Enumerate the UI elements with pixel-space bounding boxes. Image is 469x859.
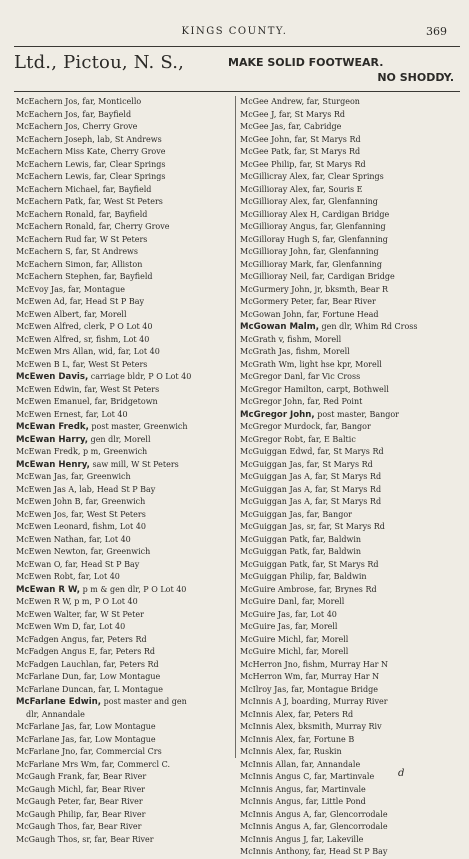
- directory-entry: McGillioray John, far, Glenfanning: [240, 247, 379, 256]
- directory-entry: McEachern Ronald, far, Cherry Grove: [16, 222, 170, 231]
- directory-entry: McEwen Alfred, sr, fishm, Lot 40: [16, 334, 150, 344]
- directory-entry: McGaugh Michl, far, Bear River: [16, 784, 145, 794]
- directory-entry: McGaugh Frank, far, Bear River: [16, 772, 147, 781]
- directory-entry: McEachern Lewis, far, Clear Springs: [16, 172, 166, 181]
- directory-entry: McEwen B L, far, West St Peters: [16, 359, 148, 369]
- directory-entry: McGrath Jas, fishm, Morell: [240, 347, 350, 356]
- entry-detail: p m & gen dlr, P O Lot 40: [80, 584, 187, 594]
- directory-entry: McGaugh Thos, far, Bear River: [16, 822, 142, 831]
- directory-entry: McEachern Michael, far, Bayfield: [16, 184, 152, 194]
- directory-entry: McEwen Wm D, far, Lot 40: [16, 622, 126, 631]
- entry-name: McEwan R W,: [16, 584, 81, 595]
- directory-entry: McGuire Michl, far, Morell: [240, 647, 349, 656]
- directory-entry: McEwen John B, far, Greenwich: [16, 497, 146, 506]
- directory-entry: McGaugh Peter, far, Bear River: [16, 797, 143, 806]
- directory-entry: McGee Jas, far, Cabridge: [240, 122, 342, 131]
- directory-entry: McEachern Ronald, far, Bayfield: [16, 209, 148, 219]
- directory-entry: McGillioray Mark, far, Glenfanning: [240, 259, 382, 269]
- directory-entry: [16, 459, 232, 472]
- directory-entry: McEwen Nathan, far, Lot 40: [16, 534, 131, 544]
- directory-entry: McGuire Jas, far, Lot 40: [240, 609, 337, 619]
- directory-entry: McEwen Albert, far, Morell: [16, 309, 127, 319]
- entry-name: McEwan Fredk,: [16, 422, 89, 432]
- directory-entry: McInnis Alex, far, Peters Rd: [240, 709, 354, 719]
- directory-entry: McInnis Alex, far, Fortune B: [240, 734, 355, 744]
- directory-entry: McGuiggan Jas, far, St Marys Rd: [240, 459, 373, 469]
- directory-entry: McEachern Joseph, lab, St Andrews: [16, 134, 162, 144]
- directory-entry: McEwen Mrs Allan, wid, far, Lot 40: [16, 347, 160, 356]
- entry-name: McFarlane Edwin,: [16, 697, 102, 707]
- directory-entry: [16, 696, 232, 709]
- right-column: [240, 96, 460, 859]
- entry-name: McGowan Malm,: [240, 322, 319, 332]
- directory-entry: McFarlane Jas, far, Low Montague: [16, 722, 156, 731]
- directory-entry: McGaugh Thos, sr, far, Bear River: [16, 834, 154, 844]
- directory-entry: McHerron Wm, far, Murray Har N: [240, 672, 380, 681]
- directory-entry: [16, 421, 232, 434]
- directory-entry: McGuiggan Jas, sr, far, St Marys Rd: [240, 522, 385, 531]
- directory-entry: McGuire Danl, far, Morell: [240, 597, 345, 606]
- entry-detail: saw mill, W St Peters: [89, 459, 179, 469]
- directory-entry: McGuire Ambrose, far, Brynes Rd: [240, 584, 377, 594]
- directory-entry: McEwen Jas A, lab, Head St P Bay: [16, 484, 156, 494]
- directory-entry: McEwen Ad, far, Head St P Bay: [16, 297, 145, 306]
- directory-entry: [16, 434, 232, 447]
- directory-entry: McEvoy Jas, far, Montague: [16, 284, 125, 294]
- directory-entry: McGee J, far, St Marys Rd: [240, 109, 345, 119]
- directory-entry: McEachern Rud far, W St Peters: [16, 234, 148, 244]
- directory-entry: McEachern Stephen, far, Bayfield: [16, 272, 153, 281]
- directory-entry: McEachern Jos, far, Monticello: [16, 97, 142, 106]
- directory-entry: McGregor Murdock, far, Bangor: [240, 422, 371, 431]
- entry-detail: gen dlr, Whim Rd Cross: [318, 322, 418, 331]
- directory-entry: McGowan John, far, Fortune Head: [240, 309, 379, 319]
- left-column: [16, 96, 232, 846]
- directory-entry: McGuiggan Edwd, far, St Marys Rd: [240, 447, 384, 456]
- entry-name: McEwan Harry,: [16, 434, 89, 445]
- directory-entry: McEwen Jos, far, West St Peters: [16, 509, 146, 519]
- directory-entry: McGee John, far, St Marys Rd: [240, 134, 361, 144]
- directory-entry: McEwen Leonard, fishm, Lot 40: [16, 522, 146, 531]
- directory-entry: McGuire Jas, far, Morell: [240, 622, 338, 631]
- directory-entry: McInnis Alex, far, Ruskin: [240, 747, 342, 756]
- directory-entry: McGuiggan Jas, far, Bangor: [240, 509, 352, 519]
- directory-entry: McEachern Patk, far, West St Peters: [16, 197, 163, 206]
- advert-rule: [14, 91, 460, 92]
- directory-entry: McInnis Angus A, far, Glencorrodale: [240, 809, 388, 819]
- directory-entry: McGregor Danl, far Vic Cross: [240, 372, 361, 381]
- entry-name: McEwen Davis,: [16, 372, 89, 382]
- directory-entry: McEachern Jos, far, Bayfield: [16, 109, 132, 119]
- directory-entry: McGuiggan Jas A, far, St Marys Rd: [240, 484, 382, 494]
- directory-entry: McGuiggan Patk, far, St Marys Rd: [240, 559, 379, 569]
- directory-entry: McEwan Jas, far, Greenwich: [16, 472, 131, 481]
- directory-entry: McEachern S, far, St Andrews: [16, 247, 139, 256]
- entry-detail: post master, Bangor: [314, 409, 400, 419]
- directory-entry: McEachern Lewis, far, Clear Springs: [16, 159, 166, 169]
- directory-entry: McFarlane Dun, far, Low Montague: [16, 672, 161, 681]
- directory-entry: McGillioray Neil, far, Cardigan Bridge: [240, 272, 395, 281]
- entry-detail: gen dlr, Morell: [88, 434, 151, 444]
- entry-name: McGregor John,: [240, 409, 315, 420]
- directory-entry: McInnis Alex, bksmith, Murray Riv: [240, 722, 382, 731]
- directory-entry: McEwen Robt, far, Lot 40: [16, 572, 120, 581]
- directory-entry: McGurmery John, jr, bksmth, Bear R: [240, 284, 389, 294]
- directory-entry: McEwan O, far, Head St P Bay: [16, 559, 140, 569]
- directory-entry: McGillicray Alex, far, Clear Springs: [240, 172, 384, 181]
- directory-entry: McInnis A J, boarding, Murray River: [240, 697, 388, 706]
- directory-entry: McFadgen Angus, far, Peters Rd: [16, 634, 147, 644]
- directory-entry: McFadgen Lauchlan, far, Peters Rd: [16, 659, 159, 669]
- directory-entry: McGormery Peter, far, Bear River: [240, 297, 376, 306]
- directory-entry: McGuiggan Philip, far, Baldwin: [240, 572, 367, 581]
- advert-line-2: NO SHODDY.: [377, 71, 454, 84]
- directory-entry: McInnis Angus, far, Martinvale: [240, 784, 366, 794]
- directory-entry: McGillioray Alex, far, Souris E: [240, 184, 363, 194]
- page-number: 369: [426, 25, 447, 38]
- directory-entry: McEwen R W, p m, P O Lot 40: [16, 597, 138, 606]
- directory-entry: McGaugh Philip, far, Bear River: [16, 809, 146, 819]
- directory-entry: dlr, Annandale: [26, 709, 85, 719]
- directory-entry: McEwan Fredk, p m, Greenwich: [16, 447, 148, 456]
- directory-entry: McEwen Newton, far, Greenwich: [16, 547, 151, 556]
- directory-entry: [240, 409, 460, 422]
- advert-right: [228, 55, 454, 85]
- advert-left: Ltd., Pictou, N. S.,: [14, 52, 185, 73]
- directory-entry: McGilloray Hugh S, far, Glenfanning: [240, 234, 388, 244]
- directory-entry: McIlroy Jas, far, Montague Bridge: [240, 684, 378, 694]
- entry-detail: carriage bldr, P O Lot 40: [88, 372, 192, 381]
- advert-line-1: MAKE SOLID FOOTWEAR.: [228, 56, 384, 69]
- top-rule: [14, 46, 460, 47]
- column-divider: [235, 96, 236, 758]
- directory-entry: McGillioray Alex H, Cardigan Bridge: [240, 209, 390, 219]
- directory-entry: McGrath Wm, light hse kpr, Morell: [240, 359, 382, 369]
- directory-entry: McGuiggan Patk, far, Baldwin: [240, 547, 362, 556]
- directory-entry: McEachern Simon, far, Alliston: [16, 259, 143, 269]
- directory-entry: McFarlane Jas, far, Low Montague: [16, 734, 156, 744]
- directory-entry: McGillioray Alex, far, Glenfanning: [240, 197, 378, 206]
- directory-entry: McFadgen Angus E, far, Peters Rd: [16, 647, 155, 656]
- directory-entry: McInnis Allan, far, Annandale: [240, 759, 361, 769]
- directory-entry: McEachern Miss Kate, Cherry Grove: [16, 147, 166, 156]
- directory-entry: McFarlane Duncan, far, L Montague: [16, 684, 164, 694]
- directory-entry: McFarlane Mrs Wm, far, Commercl C.: [16, 759, 170, 769]
- directory-entry: McInnis Angus C, far, Martinvale: [240, 772, 375, 781]
- directory-entry: [16, 584, 232, 597]
- directory-entry: McEwen Emanuel, far, Bridgetown: [16, 397, 158, 406]
- directory-entry: McGuiggan Jas A, far, St Marys Rd: [240, 472, 382, 481]
- directory-entry: McEwen Walter, far, W St Peter: [16, 609, 144, 619]
- entry-name: McEwan Henry,: [16, 459, 90, 470]
- directory-entry: [240, 321, 460, 334]
- directory-entry: McEwen Alfred, clerk, P O Lot 40: [16, 322, 153, 331]
- footer-mark: d: [398, 768, 405, 779]
- directory-entry: McInnis Angus, far, Little Pond: [240, 797, 366, 806]
- directory-entry: McGee Andrew, far, Sturgeon: [240, 97, 360, 106]
- running-head: KINGS COUNTY.: [181, 26, 288, 37]
- directory-entry: McGregor John, far, Red Point: [240, 397, 363, 406]
- directory-entry: McGrath v, fishm, Morell: [240, 334, 342, 344]
- directory-entry: McInnis Angus J, far, Lakeville: [240, 834, 364, 844]
- directory-entry: McGuiggan Jas A, far, St Marys Rd: [240, 497, 382, 506]
- directory-entry: McGuire Michl, far, Morell: [240, 634, 349, 644]
- directory-entry: McFarlane Jno, far, Commercial Crs: [16, 747, 162, 756]
- entry-detail: post master and gen: [101, 697, 187, 706]
- directory-entry: McEwen Ernest, far, Lot 40: [16, 409, 128, 419]
- directory-entry: McHerron Jno, fishm, Murray Har N: [240, 659, 389, 669]
- directory-entry: McGuiggan Patk, far, Baldwin: [240, 534, 362, 544]
- directory-entry: McGee Philip, far, St Marys Rd: [240, 159, 366, 169]
- directory-entry: McEwen Edwin, far, West St Peters: [16, 384, 160, 394]
- entry-detail: post master, Greenwich: [88, 422, 188, 431]
- directory-entry: [16, 371, 232, 384]
- directory-entry: McGregor Robt, far, E Baltic: [240, 434, 356, 444]
- directory-entry: McGillioray Angus, far, Glenfanning: [240, 222, 386, 231]
- directory-entry: McInnis Angus A, far, Glencorrodale: [240, 822, 388, 831]
- directory-entry: McGregor Hamilton, carpt, Bothwell: [240, 384, 389, 394]
- directory-entry: McGee Patk, far, St Marys Rd: [240, 147, 361, 156]
- directory-entry: McEachern Jos, Cherry Grove: [16, 122, 138, 131]
- directory-entry: McInnis Anthony, far, Head St P Bay: [240, 847, 388, 856]
